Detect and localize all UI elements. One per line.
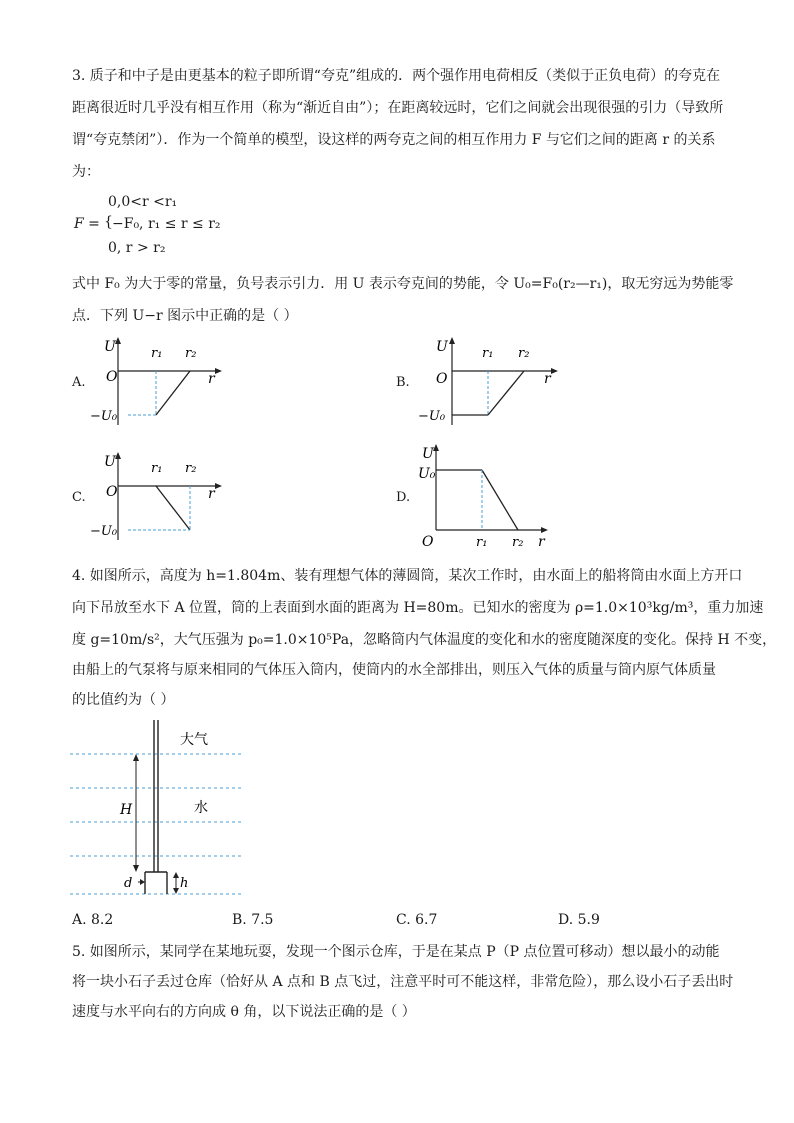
d-label: d	[124, 876, 133, 891]
r1-label: r₁	[476, 535, 488, 550]
axis-u-label: U	[422, 446, 434, 462]
q4-line-1: 4. 如图所示，高度为 h=1.804m、装有理想气体的薄圆筒，某次工作时，由水面上的船将筒由水面上方开口	[72, 568, 743, 584]
origin-label: O	[106, 484, 118, 500]
option-b-label: B.	[396, 375, 410, 390]
axis-u-label: U	[436, 339, 448, 355]
origin-label: O	[106, 369, 118, 385]
q4-line-2: 向下吊放至水下 A 位置，筒的上表面到水面的距离为 H=80m。已知水的密度为 ρ=1.0×10³kg/m³，重力加速	[72, 600, 764, 616]
graph-b	[416, 335, 566, 430]
axis-u-label: U	[104, 454, 116, 470]
r1-label: r₁	[151, 346, 163, 361]
q4-line-4: 由船上的气泵将与原来相同的气体压入筒内，使筒内的水全部排出，则压入气体的质量与筒内原气体质量	[72, 662, 716, 678]
axis-u-label: U	[104, 339, 116, 355]
r2-label: r₂	[185, 346, 197, 361]
q5-line-2: 将一块小石子丢过仓库（恰好从 A 点和 B 点飞过，注意平时可不能这样，非常危险），那么设小石子丢出时	[72, 974, 734, 990]
r1-label: r₁	[151, 461, 163, 476]
formula-case-2: −F₀, r₁ ≤ r ≤ r₂	[112, 216, 221, 232]
q3-after-line-1: 式中 F₀ 为大于零的常量，负号表示引力．用 U 表示夸克间的势能，令 U₀=F₀(r₂—r₁)，取无穷远为势能零	[72, 276, 734, 292]
origin-label: O	[422, 534, 434, 550]
graph-c	[90, 450, 230, 545]
r1-label: r₁	[482, 346, 494, 361]
q4-choice-b: B. 7.5	[232, 912, 274, 928]
q3-line-2: 距离很近时几乎没有相互作用（称为“渐近自由”）；在距离较远时，它们之间就会出现很强的引力（导致所	[72, 100, 724, 116]
q3-after-line-2: 点．下列 U−r 图示中正确的是（ ）	[72, 308, 298, 324]
q5-line-3: 速度与水平向右的方向成 θ 角，以下说法正确的是（ ）	[72, 1004, 416, 1020]
graph-a	[90, 335, 230, 430]
formula-case-3: 0, r > r₂	[108, 240, 166, 256]
atmosphere-label: 大气	[180, 732, 208, 748]
formula-lhs: F =	[74, 216, 100, 232]
q4-choice-a: A. 8.2	[72, 912, 114, 928]
q3-line-4: 为：	[72, 164, 100, 180]
formula-case-1: 0,0<r <r₁	[108, 194, 178, 210]
q4-line-5: 的比值约为（ ）	[72, 692, 175, 708]
axis-r-label: r	[208, 486, 215, 502]
r2-label: r₂	[512, 535, 524, 550]
r2-label: r₂	[518, 346, 530, 361]
water-label: 水	[194, 800, 208, 816]
neg-u0-label: −U₀	[90, 524, 118, 539]
neg-u0-label: −U₀	[90, 409, 118, 424]
axis-r-label: r	[544, 371, 551, 387]
r2-label: r₂	[185, 461, 197, 476]
q4-choice-c: C. 6.7	[396, 912, 438, 928]
axis-r-label: r	[538, 534, 545, 550]
graph-d	[414, 442, 564, 552]
q4-choice-d: D. 5.9	[558, 912, 600, 928]
q3-line-3: 谓“夸克禁闭”）．作为一个简单的模型，设这样的两夸克之间的相互作用力 F 与它们之间的距离 r 的关系	[72, 132, 716, 148]
q4-figure-cylinder-in-water	[70, 720, 250, 898]
depth-h-label: H	[120, 802, 133, 818]
origin-label: O	[436, 371, 448, 387]
formula-brace: {	[104, 214, 113, 230]
neg-u0-label: −U₀	[418, 409, 446, 424]
q4-line-3: 度 g=10m/s²，大气压强为 p₀=1.0×10⁵Pa，忽略筒内气体温度的变化和水的密度随深度的变化。保持 H 不变，	[72, 632, 777, 648]
cylinder-height-label: h	[180, 876, 189, 891]
q5-line-1: 5. 如图所示，某同学在某地玩耍，发现一个图示仓库，于是在某点 P（P 点位置可移动）想以最小的动能	[72, 944, 720, 960]
option-c-label: C.	[72, 490, 86, 505]
q3-piecewise-formula	[74, 192, 274, 264]
axis-r-label: r	[208, 371, 215, 387]
q3-line-1: 3. 质子和中子是由更基本的粒子即所谓“夸克”组成的．两个强作用电荷相反（类似于正负电荷）的夸克在	[72, 68, 721, 84]
option-d-label: D.	[396, 490, 411, 505]
u0-label: U₀	[418, 466, 436, 482]
option-a-label: A.	[72, 375, 86, 390]
